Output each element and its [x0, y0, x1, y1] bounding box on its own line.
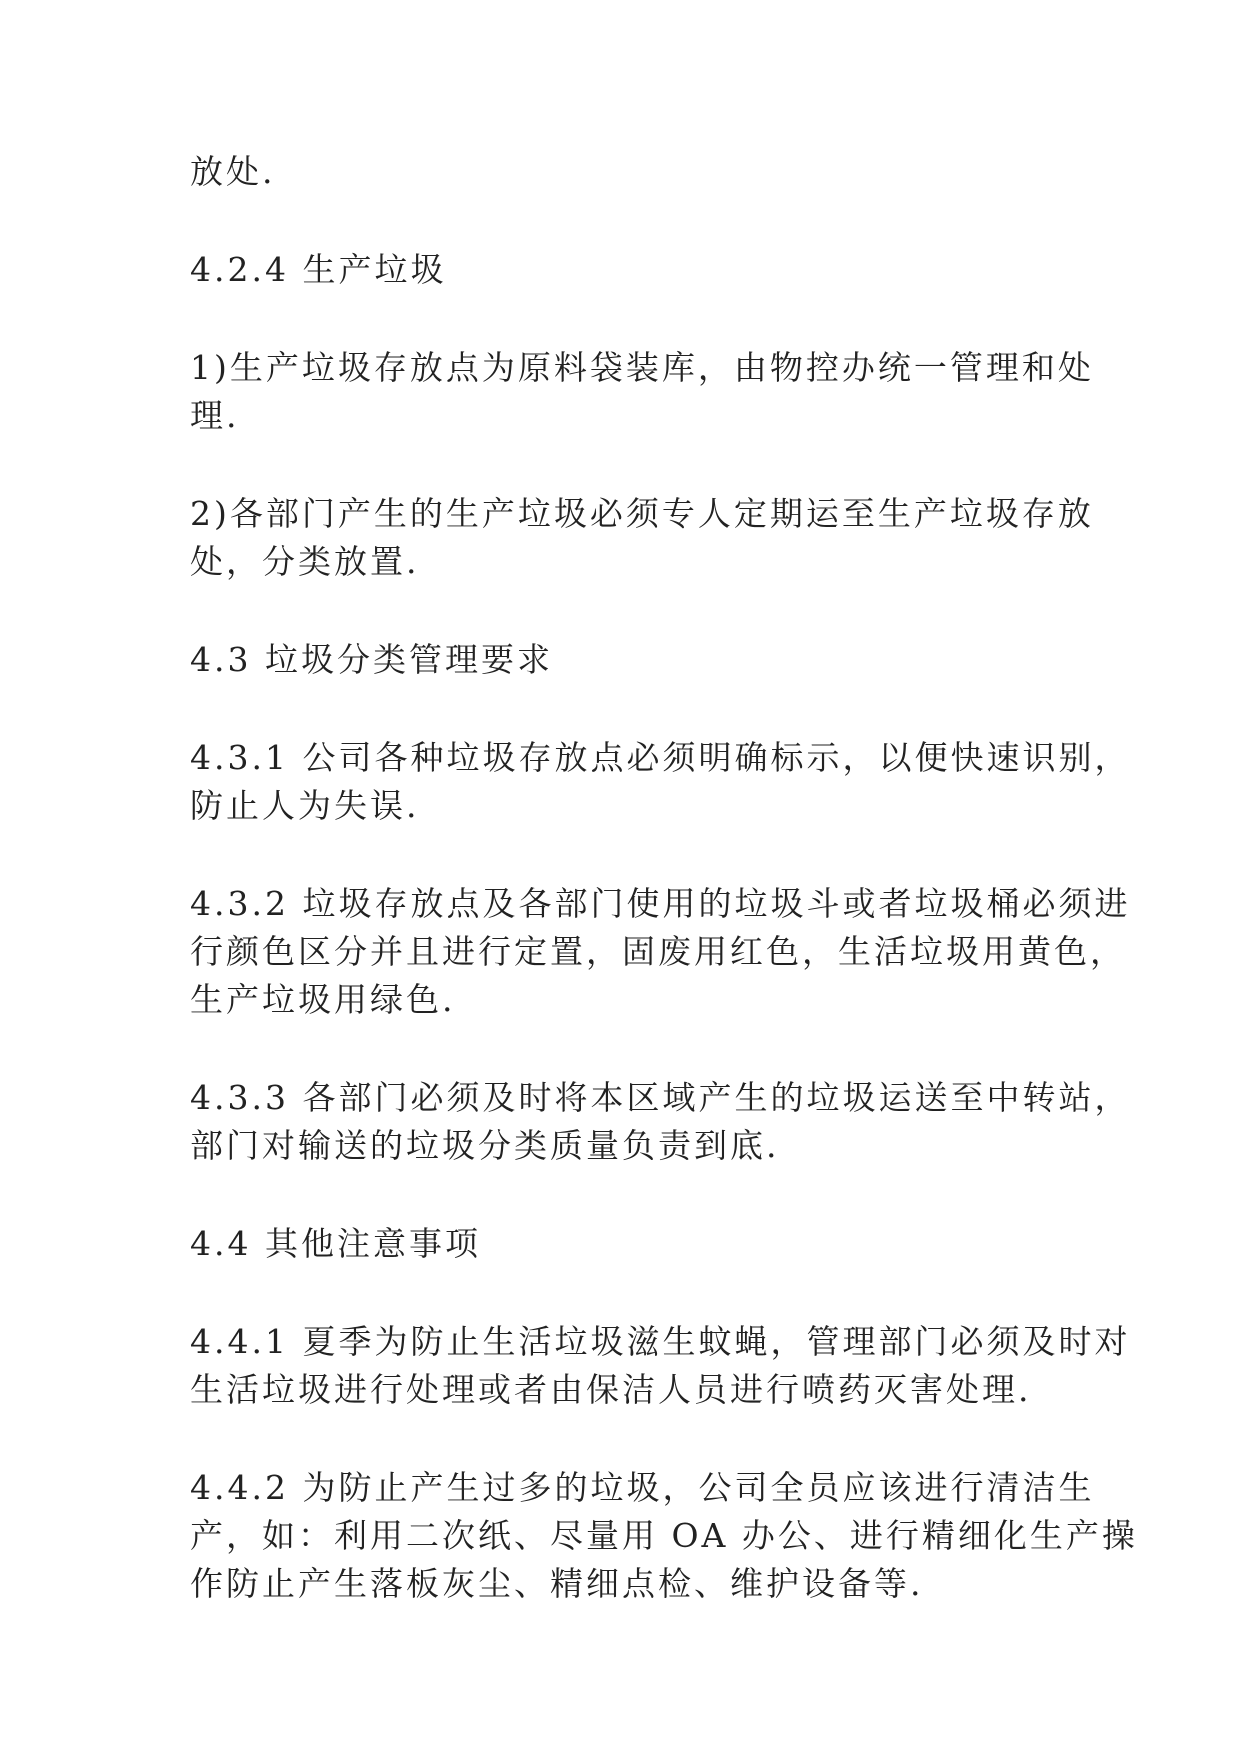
text-line: 4.3.3 各部门必须及时将本区域产生的垃圾运送至中转站， — [190, 1078, 1131, 1117]
text-line: 放处. — [190, 152, 276, 191]
text-line: 作防止产生落板灰尘、精细点检、维护设备等. — [190, 1564, 924, 1603]
text-line: 生活垃圾进行处理或者由保洁人员进行喷药灭害处理. — [190, 1370, 1032, 1409]
text-line: 4.4 其他注意事项 — [190, 1224, 481, 1263]
paragraph-item-2 — [190, 490, 1094, 586]
text-line: 4.2.4 生产垃圾 — [190, 250, 447, 289]
document-body — [190, 148, 1138, 1658]
text-line: 4.3.1 公司各种垃圾存放点必须明确标示，以便快速识别， — [190, 738, 1131, 777]
section-heading-4-4 — [190, 1220, 1070, 1268]
text-line: 生产垃圾用绿色. — [190, 980, 456, 1019]
paragraph-continuation — [190, 148, 1070, 196]
text-line: 处，分类放置. — [190, 542, 420, 581]
paragraph-item-1 — [190, 344, 1094, 440]
text-line: 行颜色区分并且进行定置，固废用红色，生活垃圾用黄色， — [190, 932, 1126, 971]
paragraph-4-4-2 — [190, 1464, 1138, 1608]
text-line: 产，如：利用二次纸、尽量用 OA 办公、进行精细化生产操 — [190, 1516, 1138, 1555]
text-line: 部门对输送的垃圾分类质量负责到底. — [190, 1126, 780, 1165]
paragraph-4-3-2 — [190, 880, 1131, 1024]
text-line: 理. — [190, 396, 240, 435]
text-line: 2)各部门产生的生产垃圾必须专人定期运至生产垃圾存放 — [190, 494, 1094, 533]
text-line: 4.3 垃圾分类管理要求 — [190, 640, 553, 679]
text-line: 1)生产垃圾存放点为原料袋装库，由物控办统一管理和处 — [190, 348, 1094, 387]
section-heading-4-2-4 — [190, 246, 1070, 294]
text-line: 防止人为失误. — [190, 786, 420, 825]
text-line: 4.4.2 为防止产生过多的垃圾，公司全员应该进行清洁生 — [190, 1468, 1095, 1507]
paragraph-4-4-1 — [190, 1318, 1131, 1414]
text-line: 4.3.2 垃圾存放点及各部门使用的垃圾斗或者垃圾桶必须进 — [190, 884, 1131, 923]
text-line: 4.4.1 夏季为防止生活垃圾滋生蚊蝇，管理部门必须及时对 — [190, 1322, 1131, 1361]
section-heading-4-3 — [190, 636, 1070, 684]
paragraph-4-3-1 — [190, 734, 1131, 830]
paragraph-4-3-3 — [190, 1074, 1131, 1170]
